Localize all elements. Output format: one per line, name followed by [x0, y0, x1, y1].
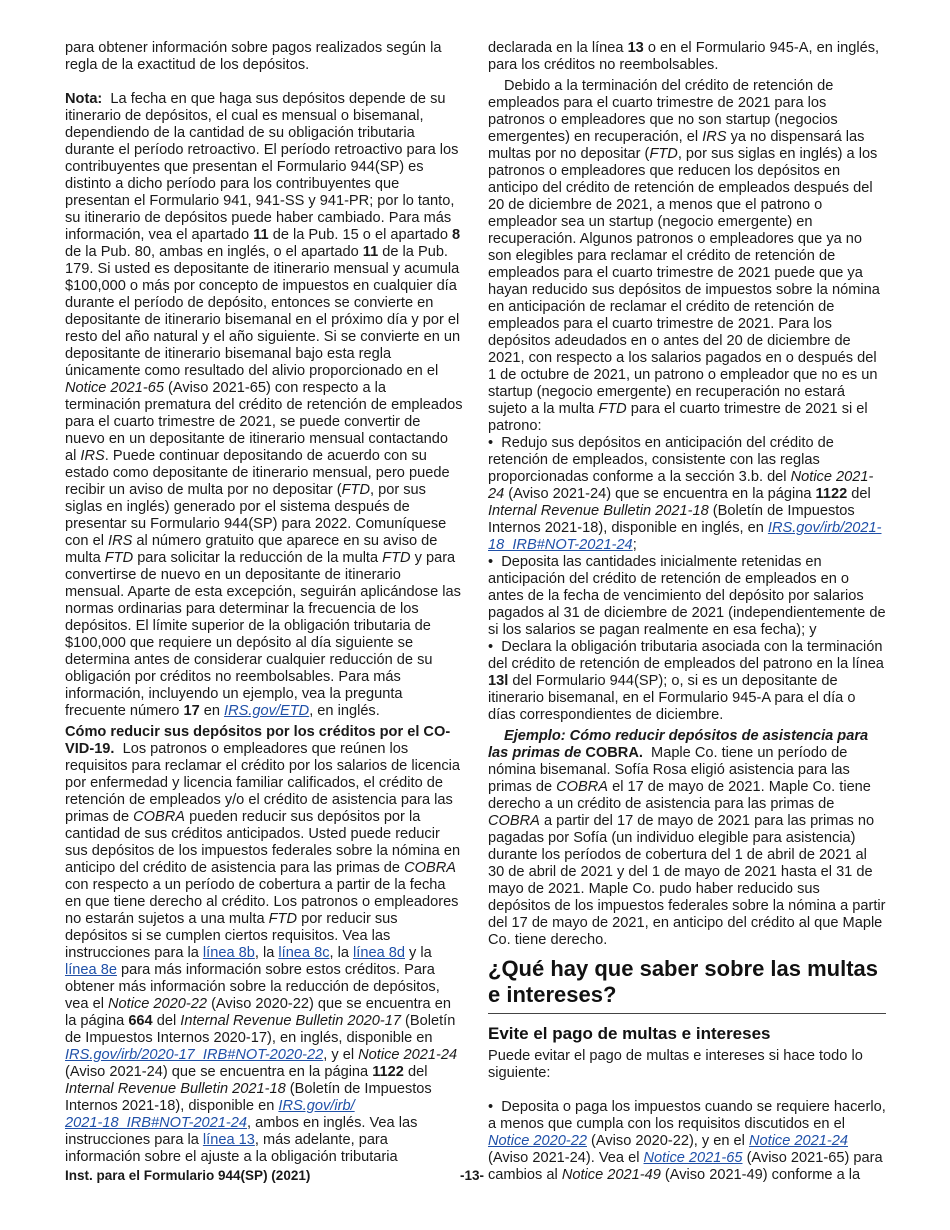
bullet-declares-liability: • Declara la obligación tributaria asociada con la terminación del crédito de retención de empleados del patrono en la línea 13l del Formulario 944(SP); o, si es un depositante de itinerario bisemanal, en el Formulario 945-A para el día o días correspondientes de diciembre.: [488, 639, 884, 723]
link-line-8c[interactable]: línea 8c: [278, 945, 330, 961]
covid-paragraph: Cómo reducir sus depósitos por los créditos por el CO-VID-19. Los patronos o empleadores que reúnen los requisitos para reclamar el crédito por los salarios de licencia por enfermedad y licencia familiar calificados, el crédito de retención de empleados y/o el crédito de asistencia para las primas de COBRA pueden reducir sus depósitos por la cantidad de sus créditos anticipados. Usted puede reducir sus depósitos de los impuestos federales sobre la nómina en anticipo del crédito de asistencia para las primas de COBRA con respecto a un período de cobertura a partir de la fecha en que tiene derecho al crédito. Los patronos o empleadores no estarán sujetos a una multa FTD por reducir sus depósitos si se cumplen ciertos requisitos. Vea las instrucciones para la línea 8b, la línea 8c, la línea 8d y la línea 8e para más información sobre estos créditos. Para obtener más información sobre la reducción de depósitos, vea el Notice 2020-22 (Aviso 2020-22) que se encuentra en la página 664 del Internal Revenue Bulletin 2020-17 (Boletín de Impuestos Internos 2020-17), en inglés, disponible en IRS.gov/irb/2020-17_IRB#NOT-2020-22, y el Notice 2021-24 (Aviso 2021-24) que se encuentra en la página 1122 del Internal Revenue Bulletin 2021-18 (Boletín de Impuestos Internos 2021-18), disponible en IRS.gov/irb/ 2021-18_IRB#NOT-2021-24, ambos en inglés. Vea las instrucciones para la línea 13, más adelante, para información sobre el ajuste a la obligación tributaria: [65, 724, 461, 1165]
page-number: -13-: [460, 1168, 485, 1183]
notice-2021-65-link[interactable]: Notice 2021-65: [643, 1150, 743, 1166]
irb-2021-18-link[interactable]: IRS.gov/irb/ 2021-18_IRB#NOT-2021-24: [65, 1098, 355, 1131]
termination-paragraph: Debido a la terminación del crédito de retención de empleados para el cuarto trimestre de 2021 para los patronos o empleadores que no son startup (negocios emergentes) en recuperación, el IRS ya no dispensará las multas por no depositar (FTD, por sus siglas en inglés) a los patronos o empleadores que reducen los depósitos en anticipo del crédito de retención de empleados después del 20 de diciembre de 2021, a menos que el patrono o empleador sea un startup (negocio emergente) en recuperación. Algunos patronos o empleadores que ya no son elegibles para reclamar el crédito de retención de empleados para el cuarto trimestre de 2021 puede que ya hayan reducido sus depósitos de impuestos sobre la nómina en anticipación de reclamar el crédito de retención de empleados para el cuarto trimestre de 2021. Para los depósitos adeudados en o antes del 20 de diciembre de 2021, con respecto a los salarios pagados en o después del 1 de octubre de 2021, un patrono o empleador que no es un startup (negocio emergente) en recuperación no estará sujeto a la multa FTD para el cuarto trimestre de 2021 si el patrono:: [488, 78, 880, 434]
link-line-13[interactable]: línea 13: [202, 1132, 255, 1148]
intro-paragraph: para obtener información sobre pagos realizados según la regla de la exactitud de los depósitos.: [65, 40, 442, 73]
irs-etd-link[interactable]: IRS.gov/ETD: [224, 703, 310, 719]
notice-2020-22-link[interactable]: Notice 2020-22: [488, 1133, 587, 1149]
nota-lead: Nota:: [65, 91, 103, 107]
right-column: [488, 40, 886, 1184]
left-column: [65, 40, 463, 1166]
section-heading-multas: ¿Qué hay que saber sobre las multas e intereses?: [488, 956, 886, 1014]
notice-2021-24-link[interactable]: Notice 2021-24: [748, 1133, 848, 1149]
bullet-icon: •: [488, 435, 494, 451]
link-line-8d[interactable]: línea 8d: [353, 945, 405, 961]
footer-form-title: Inst. para el Formulario 944(SP) (2021): [65, 1168, 311, 1183]
bullet-deposit-on-time: • Deposita o paga los impuestos cuando se requiere hacerlo, a menos que cumpla con los requisitos discutidos en el Notice 2020-22 (Aviso 2020-22), y en el Notice 2021-24 (Aviso 2021-24). Vea el Notice 2021-65 (Aviso 2021-65) para cambios al Notice 2021-49 (Aviso 2021-49) conforme a la: [488, 1099, 886, 1183]
subheading-evite: Evite el pago de multas e intereses: [488, 1024, 771, 1043]
evite-paragraph: Puede evitar el pago de multas e intereses si hace todo lo siguiente:: [488, 1048, 863, 1081]
irb-2020-17-link[interactable]: IRS.gov/irb/2020-17_IRB#NOT-2020-22: [65, 1047, 324, 1063]
link-line-8b[interactable]: línea 8b: [202, 945, 255, 961]
example-lead: Ejemplo: Cómo reducir depósitos de asistencia para las primas de: [488, 728, 869, 761]
irb-2021-18-bullet-link[interactable]: IRS.gov/irb/2021-18_IRB#NOT-2021-24: [488, 520, 882, 553]
link-line-8e[interactable]: línea 8e: [65, 962, 117, 978]
bullet-icon: •: [488, 554, 494, 570]
covid-heading: Cómo reducir sus depósitos por los créditos por el CO-VID-19.: [65, 724, 451, 757]
bullet-deposits-withheld: • Deposita las cantidades inicialmente retenidas en anticipación del crédito de retención de empleados en o antes de la fecha de vencimiento del depósito por salarios pagados al 31 de diciembre de 2021 (independientemente de si los salarios se pagan realmente en esa fecha); y: [488, 554, 886, 638]
example-paragraph: Ejemplo: Cómo reducir depósitos de asistencia para las primas de COBRA. Maple Co. tiene un período de nómina bisemanal. Sofía Rosa eligió asistencia para las primas de COBRA el 17 de mayo de 2021. Maple Co. tiene derecho a un crédito de asistencia para las primas de COBRA a partir del 17 de mayo de 2021 para las primas no pagadas por Sofía (un individuo elegible para asistencia) durante los períodos de cobertura del 1 de abril de 2021 al 30 de abril de 2021 y del 1 de mayo de 2021 hasta el 31 de mayo de 2021. Maple Co. pudo haber reducido sus depósitos de los impuestos federales sobre la nómina a partir del 17 de mayo de 2021, en anticipo del crédito al que Maple Co. tiene derecho.: [488, 728, 886, 948]
bullet-icon: •: [488, 1099, 494, 1115]
continued-paragraph: declarada en la línea 13 o en el Formulario 945-A, en inglés, para los créditos no reembolsables.: [488, 40, 880, 73]
nota-paragraph: Nota: La fecha en que haga sus depósitos depende de su itinerario de depósitos, el cual es mensual o bisemanal, dependiendo de la cantidad de su obligación tributaria durante el período retroactivo. El período retroactivo para los contribuyentes que presentan el Formulario 944(SP) es distinto a dicho período para los contribuyentes que presentan el Formulario 941, 941-SS y 941-PR; por lo tanto, su itinerario de depósitos puede haber cambiado. Para más información, vea el apartado 11 de la Pub. 15 o el apartado 8 de la Pub. 80, ambas en inglés, o el apartado 11 de la Pub. 179. Si usted es depositante de itinerario mensual y acumula $100,000 o más por concepto de impuestos en cualquier día durante el período de depósito, entonces se convierte en depositante de itinerario bisemanal en el próximo día y por el resto del año natural y el año siguiente. Si se convierte en un depositante de itinerario bisemanal bajo esta regla únicamente como resultado del alivio proporcionado en el Notice 2021-65 (Aviso 2021-65) con respecto a la terminación prematura del crédito de retención de empleados para el cuarto trimestre de 2021, se puede convertir de nuevo en un depositante de itinerario mensual contactando al IRS. Puede continuar depositando de acuerdo con su estado como depositante de itinerario mensual, pero puede recibir un aviso de multa por no depositar (FTD, por sus siglas en inglés) generado por el sistema después de presentar su Formulario 944(SP) para 2022. Comuníquese con el IRS al número gratuito que aparece en su aviso de multa FTD para solicitar la reducción de la multa FTD y para convertirse de nuevo en un depositante de itinerario mensual. Aparte de esta excepción, seguirán aplicándose las normas ordinarias para determinar la frecuencia de los depósitos. El límite superior de la obligación tributaria de $100,000 que requiere un depósito al día siguiente se determina antes de considerar cualquier reducción de su obligación por créditos no reembolsables. Para más información, incluyendo un ejemplo, vea la pregunta frecuente número 17 en IRS.gov/ETD, en inglés.: [65, 91, 463, 719]
bullet-reduced-deposits: • Redujo sus depósitos en anticipación del crédito de retención de empleados, consistente con las reglas proporcionadas conforme a la sección 3.b. del Notice 2021-24 (Aviso 2021-24) que se encuentra en la página 1122 del Internal Revenue Bulletin 2021-18 (Boletín de Impuestos Internos 2021-18), disponible en inglés, en IRS.gov/irb/2021-18_IRB#NOT-2021-24;: [488, 435, 882, 553]
bullet-icon: •: [488, 639, 494, 655]
